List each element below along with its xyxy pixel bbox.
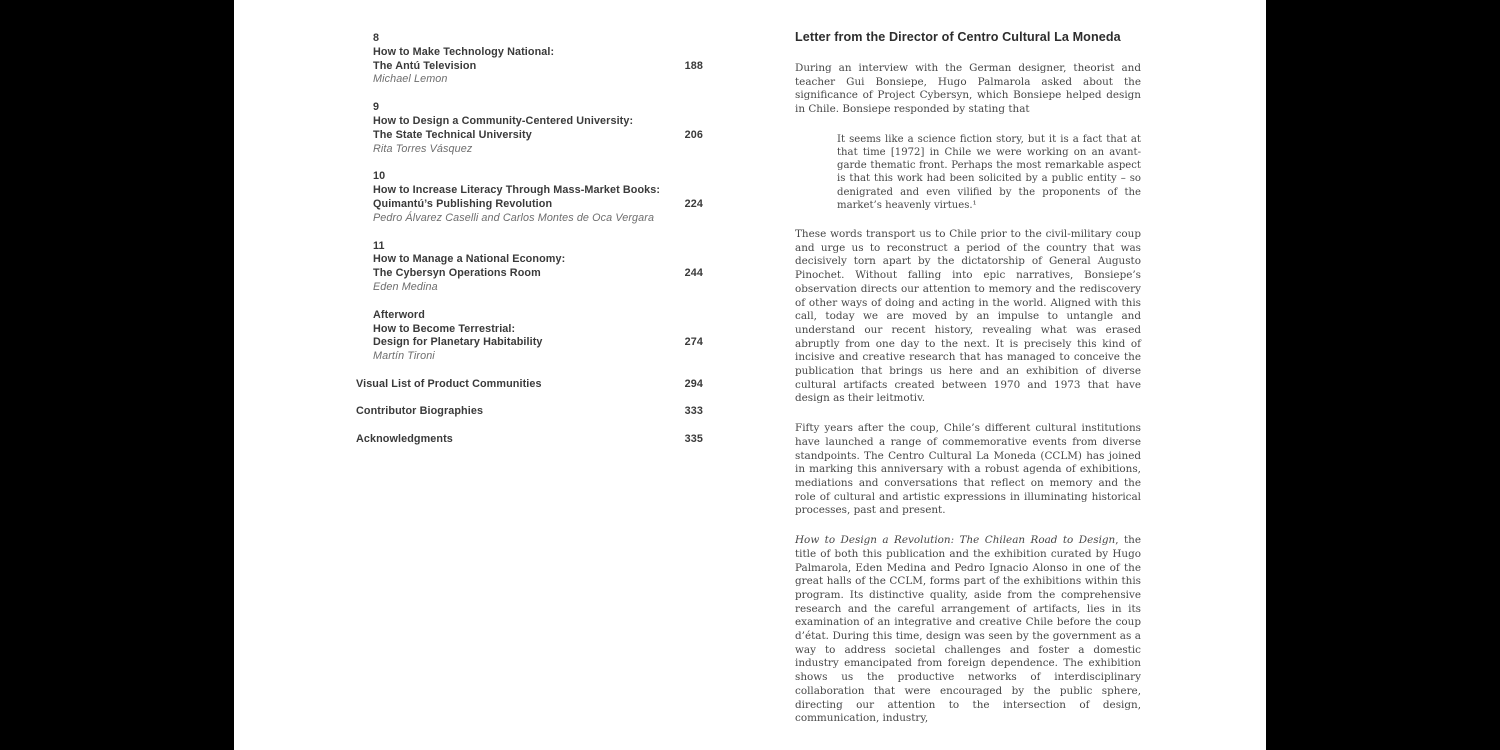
- chapter-author: Pedro Álvarez Caselli and Carlos Montes de Oca Vergara: [373, 211, 655, 224]
- toc-entry-chapter-10: [356, 170, 703, 225]
- section-title: Contributor Biographies: [356, 405, 484, 418]
- chapter-author: Eden Medina: [373, 280, 438, 293]
- toc-entry-chapter-8: [356, 32, 703, 87]
- book-title-italic: How to Design a Revolution: The Chilean Road to Design: [795, 534, 1116, 547]
- section-page-number: 335: [684, 432, 703, 445]
- letter-blockquote: It seems like a science fiction story, but it is a fact that at that time [1972] in Chile we were working on an avant-garde thematic front. Perhaps the most remarkable aspect is that this work had been solicited by a public entity – so denigrated and even vilified by the proponents of the market’s heavenly virtues.¹: [837, 133, 1141, 211]
- chapter-number: 10: [373, 170, 386, 183]
- toc-entry-chapter-11: [356, 240, 703, 295]
- letter-paragraph-4: [795, 534, 1141, 726]
- chapter-number: 9: [373, 101, 380, 114]
- letter-paragraph-3: Fifty years after the coup, Chile’s different cultural institutions have launched a range of commemorative events from diverse standpoints. The Centro Cultural La Moneda (CCLM) has joined in marking this anniversary with a robust agenda of exhibitions, mediations and conversations that reflect on memory and the role of cultural and artistic expressions in illuminating historical processes, past and present.: [795, 422, 1141, 517]
- toc-section-acknowledgments: [356, 433, 703, 447]
- letter-paragraph-1: During an interview with the German designer, theorist and teacher Gui Bonsiepe, Hugo Palmarola asked about the significance of Project Cybersyn, which Bonsiepe helped design in Chile. Bonsiepe responded by stating that: [795, 62, 1141, 116]
- section-title: Acknowledgments: [356, 432, 453, 445]
- chapter-title-line: How to Increase Literacy Through Mass-Market Books:: [373, 184, 661, 197]
- chapter-author: Martín Tironi: [373, 350, 435, 363]
- table-of-contents: [356, 32, 703, 460]
- chapter-title-line: How to Design a Community-Centered University:: [373, 114, 634, 127]
- chapter-page-number: 274: [684, 336, 703, 349]
- letter-paragraph-2: These words transport us to Chile prior to the civil-military coup and urge us to reconstruct a period of the country that was decisively torn apart by the dictatorship of General Augusto Pinochet. Without falling into epic narratives, Bonsiepe’s observation directs our attention to memory and the rediscovery of other ways of doing and acting in the world. Aligned with this call, today we are moved by an impulse to untangle and understand our recent history, revealing what was erased abruptly from one day to the next. It is precisely this kind of incisive and creative research that has managed to conceive the publication that brings us here and an exhibition of diverse cultural artifacts created between 1970 and 1973 that have design as their leitmotiv.: [795, 228, 1141, 405]
- chapter-author: Michael Lemon: [373, 73, 448, 86]
- toc-section-contributor-biographies: [356, 405, 703, 419]
- section-page-number: 294: [684, 377, 703, 390]
- director-letter: [795, 30, 1141, 742]
- toc-entry-chapter-9: [356, 101, 703, 156]
- chapter-number: 11: [373, 239, 385, 252]
- section-page-number: 333: [684, 405, 703, 418]
- letter-title: Letter from the Director of Centro Cultural La Moneda: [795, 30, 1121, 44]
- chapter-title-line: How to Manage a National Economy:: [373, 253, 566, 266]
- chapter-number: Afterword: [373, 308, 425, 321]
- toc-entry-afterword: [356, 309, 703, 364]
- chapter-title-line: Design for Planetary Habitability: [373, 336, 543, 349]
- chapter-page-number: 206: [684, 128, 703, 141]
- chapter-page-number: 244: [684, 267, 703, 280]
- chapter-author: Rita Torres Vásquez: [373, 142, 473, 155]
- chapter-title-line: The State Technical University: [373, 128, 532, 141]
- chapter-title-line: Quimantú’s Publishing Revolution: [373, 197, 553, 210]
- toc-section-visual-list: [356, 378, 703, 392]
- chapter-number: 8: [373, 32, 380, 44]
- chapter-title-line: The Cybersyn Operations Room: [373, 267, 541, 280]
- chapter-page-number: 224: [684, 197, 703, 210]
- paragraph-4-body: , the title of both this publication and the exhibition curated by Hugo Palmarola, Eden Medina and Pedro Ignacio Alonso in one of the great halls of the CCLM, forms part of the exhibitions within this program. Its distinctive quality, aside from the comprehensive research and the careful arrangement of artifacts, lies in its examination of an integrative and creative Chile before the coup d’état. During this time, design was seen by the government as a way to address societal challenges and foster a domestic industry emancipated from foreign dependence. The exhibition shows us the productive networks of interdisciplinary collaboration that were encouraged by the public sphere, directing our attention to the intersection of design, communication, industry,: [795, 534, 1141, 725]
- chapter-title-line: How to Become Terrestrial:: [373, 322, 516, 335]
- chapter-page-number: 188: [684, 59, 703, 72]
- chapter-title-line: How to Make Technology National:: [373, 45, 555, 58]
- chapter-title-line: The Antú Television: [373, 59, 477, 72]
- section-title: Visual List of Product Communities: [356, 377, 542, 390]
- book-spread: [234, 0, 1266, 750]
